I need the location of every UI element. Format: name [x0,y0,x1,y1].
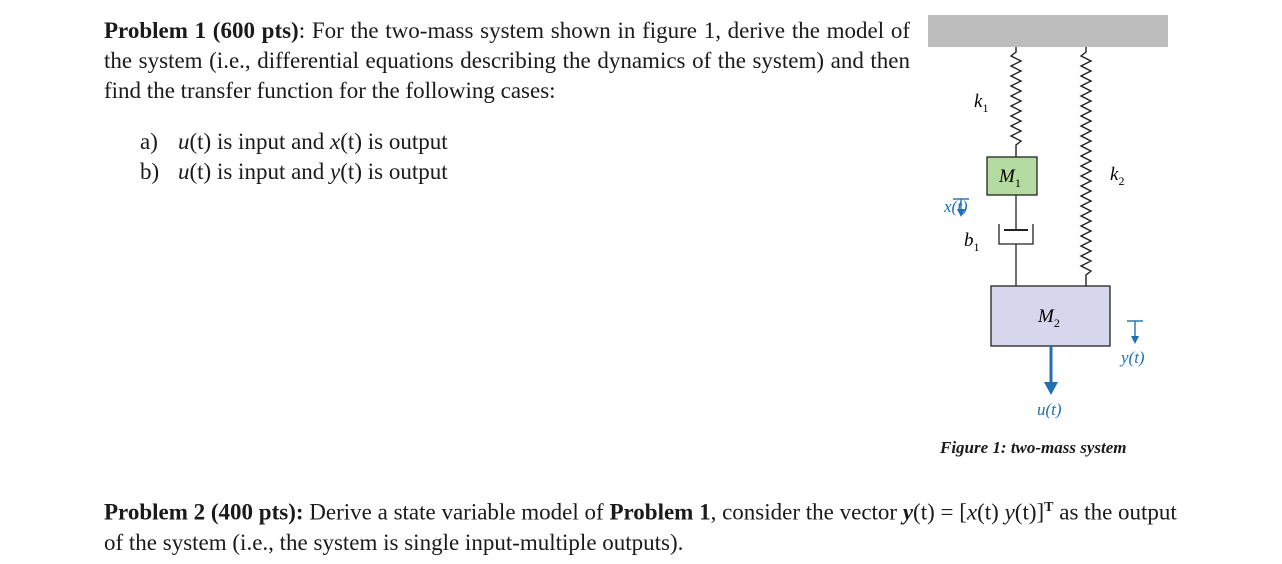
case-text: (t) is input and [189,159,331,184]
vector-sep: (t) [977,499,1005,525]
problem-1-text: : For the two-mass system shown in figure 1, derive the model of the system (i.e., differential equations describing the dynamics of the system) and then find the transfer function for the following cases: [104,18,910,103]
problem-2-text: Derive a state variable model of [303,499,610,525]
y-symbol: y [1004,499,1015,525]
case-label: a) [140,129,158,154]
input-fn: u [178,159,190,184]
u-arrow-head [1044,382,1058,395]
spring-k1 [1011,47,1021,158]
case-text: (t) is input and [189,129,331,154]
case-text: (t) is output [340,159,448,184]
ceiling [928,15,1168,47]
case-item-a [140,127,448,157]
case-label: b) [140,159,160,184]
vector-symbol: y [902,499,914,525]
vector-end: (t)] [1014,499,1045,525]
case-item-b [140,157,448,187]
problem-2-text: , consider the vector [710,499,903,525]
case-list [140,127,448,187]
m2-label: $M_2$ [1038,306,1060,330]
problem-1-paragraph [104,16,910,106]
k1-label: $k_1$ [974,91,989,115]
output-fn: x [330,129,341,154]
problem-2-text-line2: as the output of the system (i.e., the system is single input-multiple outputs). [104,499,1177,555]
y-label: y(t) [1121,348,1145,367]
problem-2-heading: Problem 2 (400 pts): [104,499,304,525]
k2-label: $k_2$ [1110,164,1125,188]
x-label: x(t) [944,197,968,216]
m1-label: $M_1$ [999,166,1021,190]
b1-label: $b_1$ [964,230,980,254]
problem-2-paragraph [104,493,1184,558]
case-text: (t) is output [340,129,448,154]
output-fn: y [330,159,341,184]
problem-ref: Problem 1 [609,499,711,525]
two-mass-figure [920,10,1180,460]
transpose-sup: T [1044,500,1054,515]
vector-def: (t) = [ [913,499,967,525]
u-label: u(t) [1037,400,1062,419]
spring-k2 [1081,47,1091,286]
problem-1-heading: Problem 1 (600 pts) [104,18,299,43]
input-fn: u [178,129,190,154]
x-symbol: x [966,499,978,525]
y-arrow-head [1131,336,1139,344]
figure-caption: Figure 1: two-mass system [940,438,1127,457]
